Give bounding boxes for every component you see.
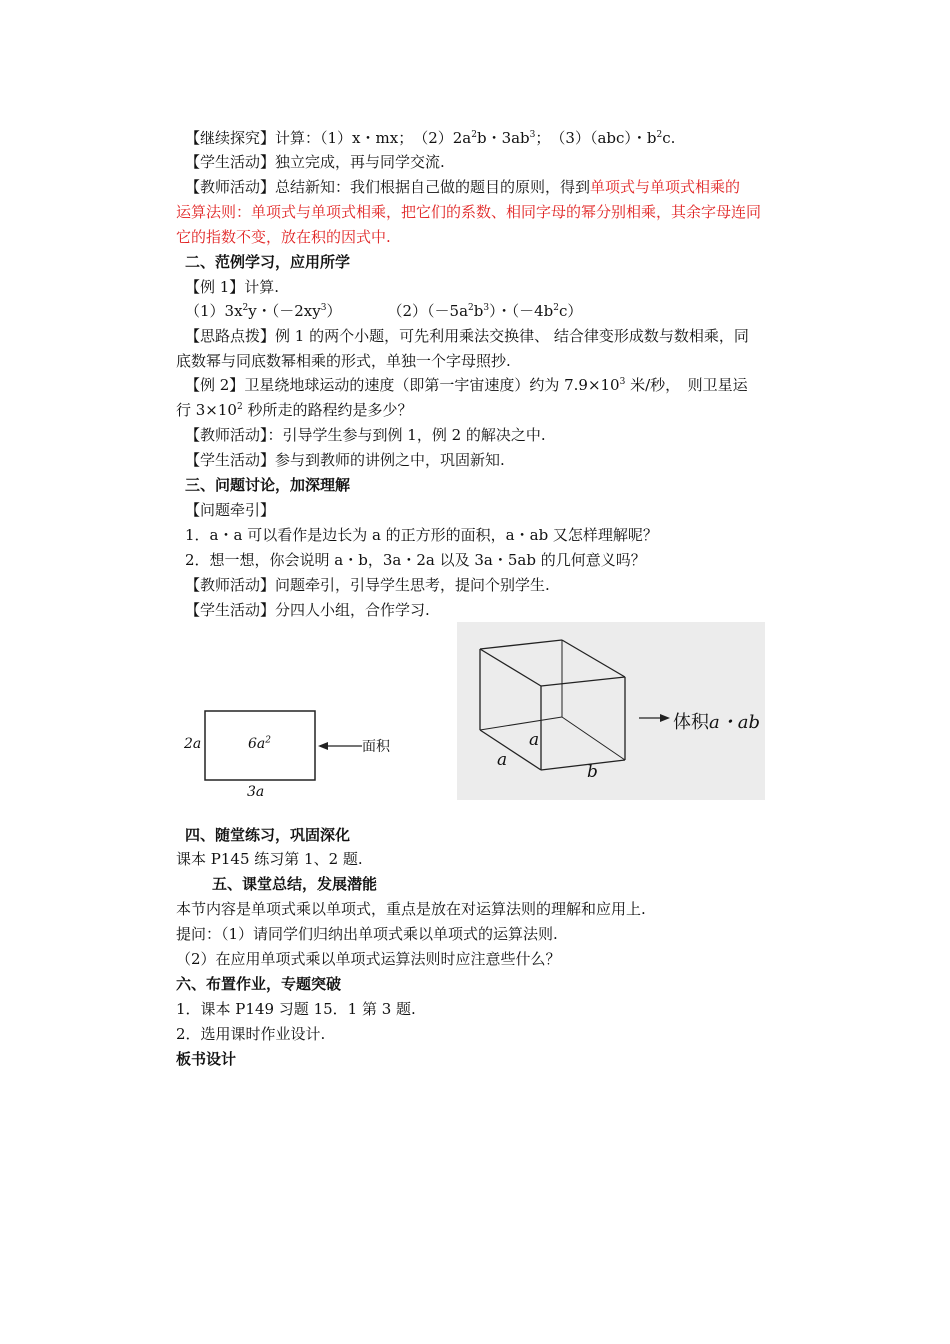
hint-line-2: 底数幂与同底数幂相乘的形式，单独一个字母照抄. (176, 352, 511, 370)
arrow-head (660, 714, 670, 722)
rule-text-line-3: 它的指数不变，放在积的因式中. (176, 228, 391, 246)
rectangle-diagram (180, 700, 390, 805)
heading-4: 四、随堂练习，巩固深化 (185, 826, 351, 844)
homework-2: 2．选用课时作业设计. (176, 1025, 326, 1043)
arrow-head (318, 742, 328, 750)
example-1-questions: $(1)3x^2y$・$(-2xy^3)$ $(2)(-5a^2b^3)$・$(-4b^2c)$ (185, 302, 583, 320)
rule-text: 单项式与单项式相乘的 (590, 178, 741, 196)
teacher-activity-1: 【教师活动】总结新知：我们根据自己做的题目的原则，得到单项式与单项式相乘的 (185, 178, 741, 196)
teacher-activity-3: 【教师活动】问题牵引，引导学生思考，提问个别学生. (185, 576, 550, 594)
question-2: 2．想一想，你会说明 a・b，3a・2a 以及 3a・5ab 的几何意义吗？ (185, 551, 646, 569)
box-width-label: b (587, 762, 598, 782)
area-label: 面积 (362, 739, 390, 755)
student-activity-3: 【学生活动】分四人小组，合作学习. (185, 601, 430, 619)
example-2-line-2: 行 $3\times 10^2$ 秒所走的路程约是多少？ (176, 401, 413, 419)
heading-2: 二、范例学习，应用所学 (185, 253, 351, 271)
heading-3: 三、问题讨论，加深理解 (185, 476, 351, 494)
homework-1: 1．课本 P149 习题 15．1 第 3 题. (176, 1000, 416, 1018)
rect-center-label: $6a^2$ (248, 735, 271, 752)
student-activity-1: 【学生活动】独立完成，再与同学交流. (185, 153, 445, 171)
rectangle-area-figure (180, 700, 390, 805)
board-design-heading: 板书设计 (176, 1050, 237, 1068)
section-tag: 【继续探究】 (185, 129, 276, 147)
heading-6: 六、布置作业，专题突破 (176, 975, 342, 993)
example-2-paragraph: 【例 2】卫星绕地球运动的速度（即第一宇宙速度）约为 $7.9\times 10^3$ 米/秒， 则卫星运 (185, 376, 748, 394)
summary-1: 本节内容是单项式乘以单项式，重点是放在对运算法则的理解和应用上. (176, 900, 646, 918)
box-depth-label: a (497, 750, 508, 770)
box-height-label: a (529, 730, 540, 750)
rule-text-line-2: 运算法则：单项式与单项式相乘，把它们的系数、相同字母的幂分别相乘，其余字母连同 (176, 203, 762, 221)
rect-bottom-label: 3a (247, 784, 265, 800)
rect-left-label: 2a (184, 736, 202, 752)
student-activity-2: 【学生活动】参与到教师的讲例之中，巩固新知. (185, 451, 505, 469)
box-volume-figure (457, 622, 765, 800)
explore-paragraph: 【继续探究】计算：（1）x・mx； $(2)2a^2b$・$3ab^3$； （3）（abc）・$b^2c$. (185, 129, 676, 147)
hint-paragraph: 【思路点拨】例 1 的两个小题，可先利用乘法交换律、 结合律变形成数与数相乘，同 (185, 327, 749, 345)
summary-2: 提问：（1）请同学们归纳出单项式乘以单项式的运算法则. (176, 925, 558, 943)
volume-label: 体积a・ab (673, 712, 760, 733)
summary-3: （2）在应用单项式乘以单项式运算法则时应注意些什么？ (176, 950, 561, 968)
example-1-title: 【例 1】计算. (185, 278, 280, 296)
practice-text: 课本 P145 练习第 1、2 题. (176, 850, 363, 868)
question-1: 1．a・a 可以看作是边长为 a 的正方形的面积，a・ab 又怎样理解呢？ (185, 526, 658, 544)
teacher-activity-2: 【教师活动】：引导学生参与到例 1，例 2 的解决之中. (185, 426, 546, 444)
heading-5: 五、课堂总结，发展潜能 (212, 875, 378, 893)
question-tag: 【问题牵引】 (185, 501, 276, 519)
